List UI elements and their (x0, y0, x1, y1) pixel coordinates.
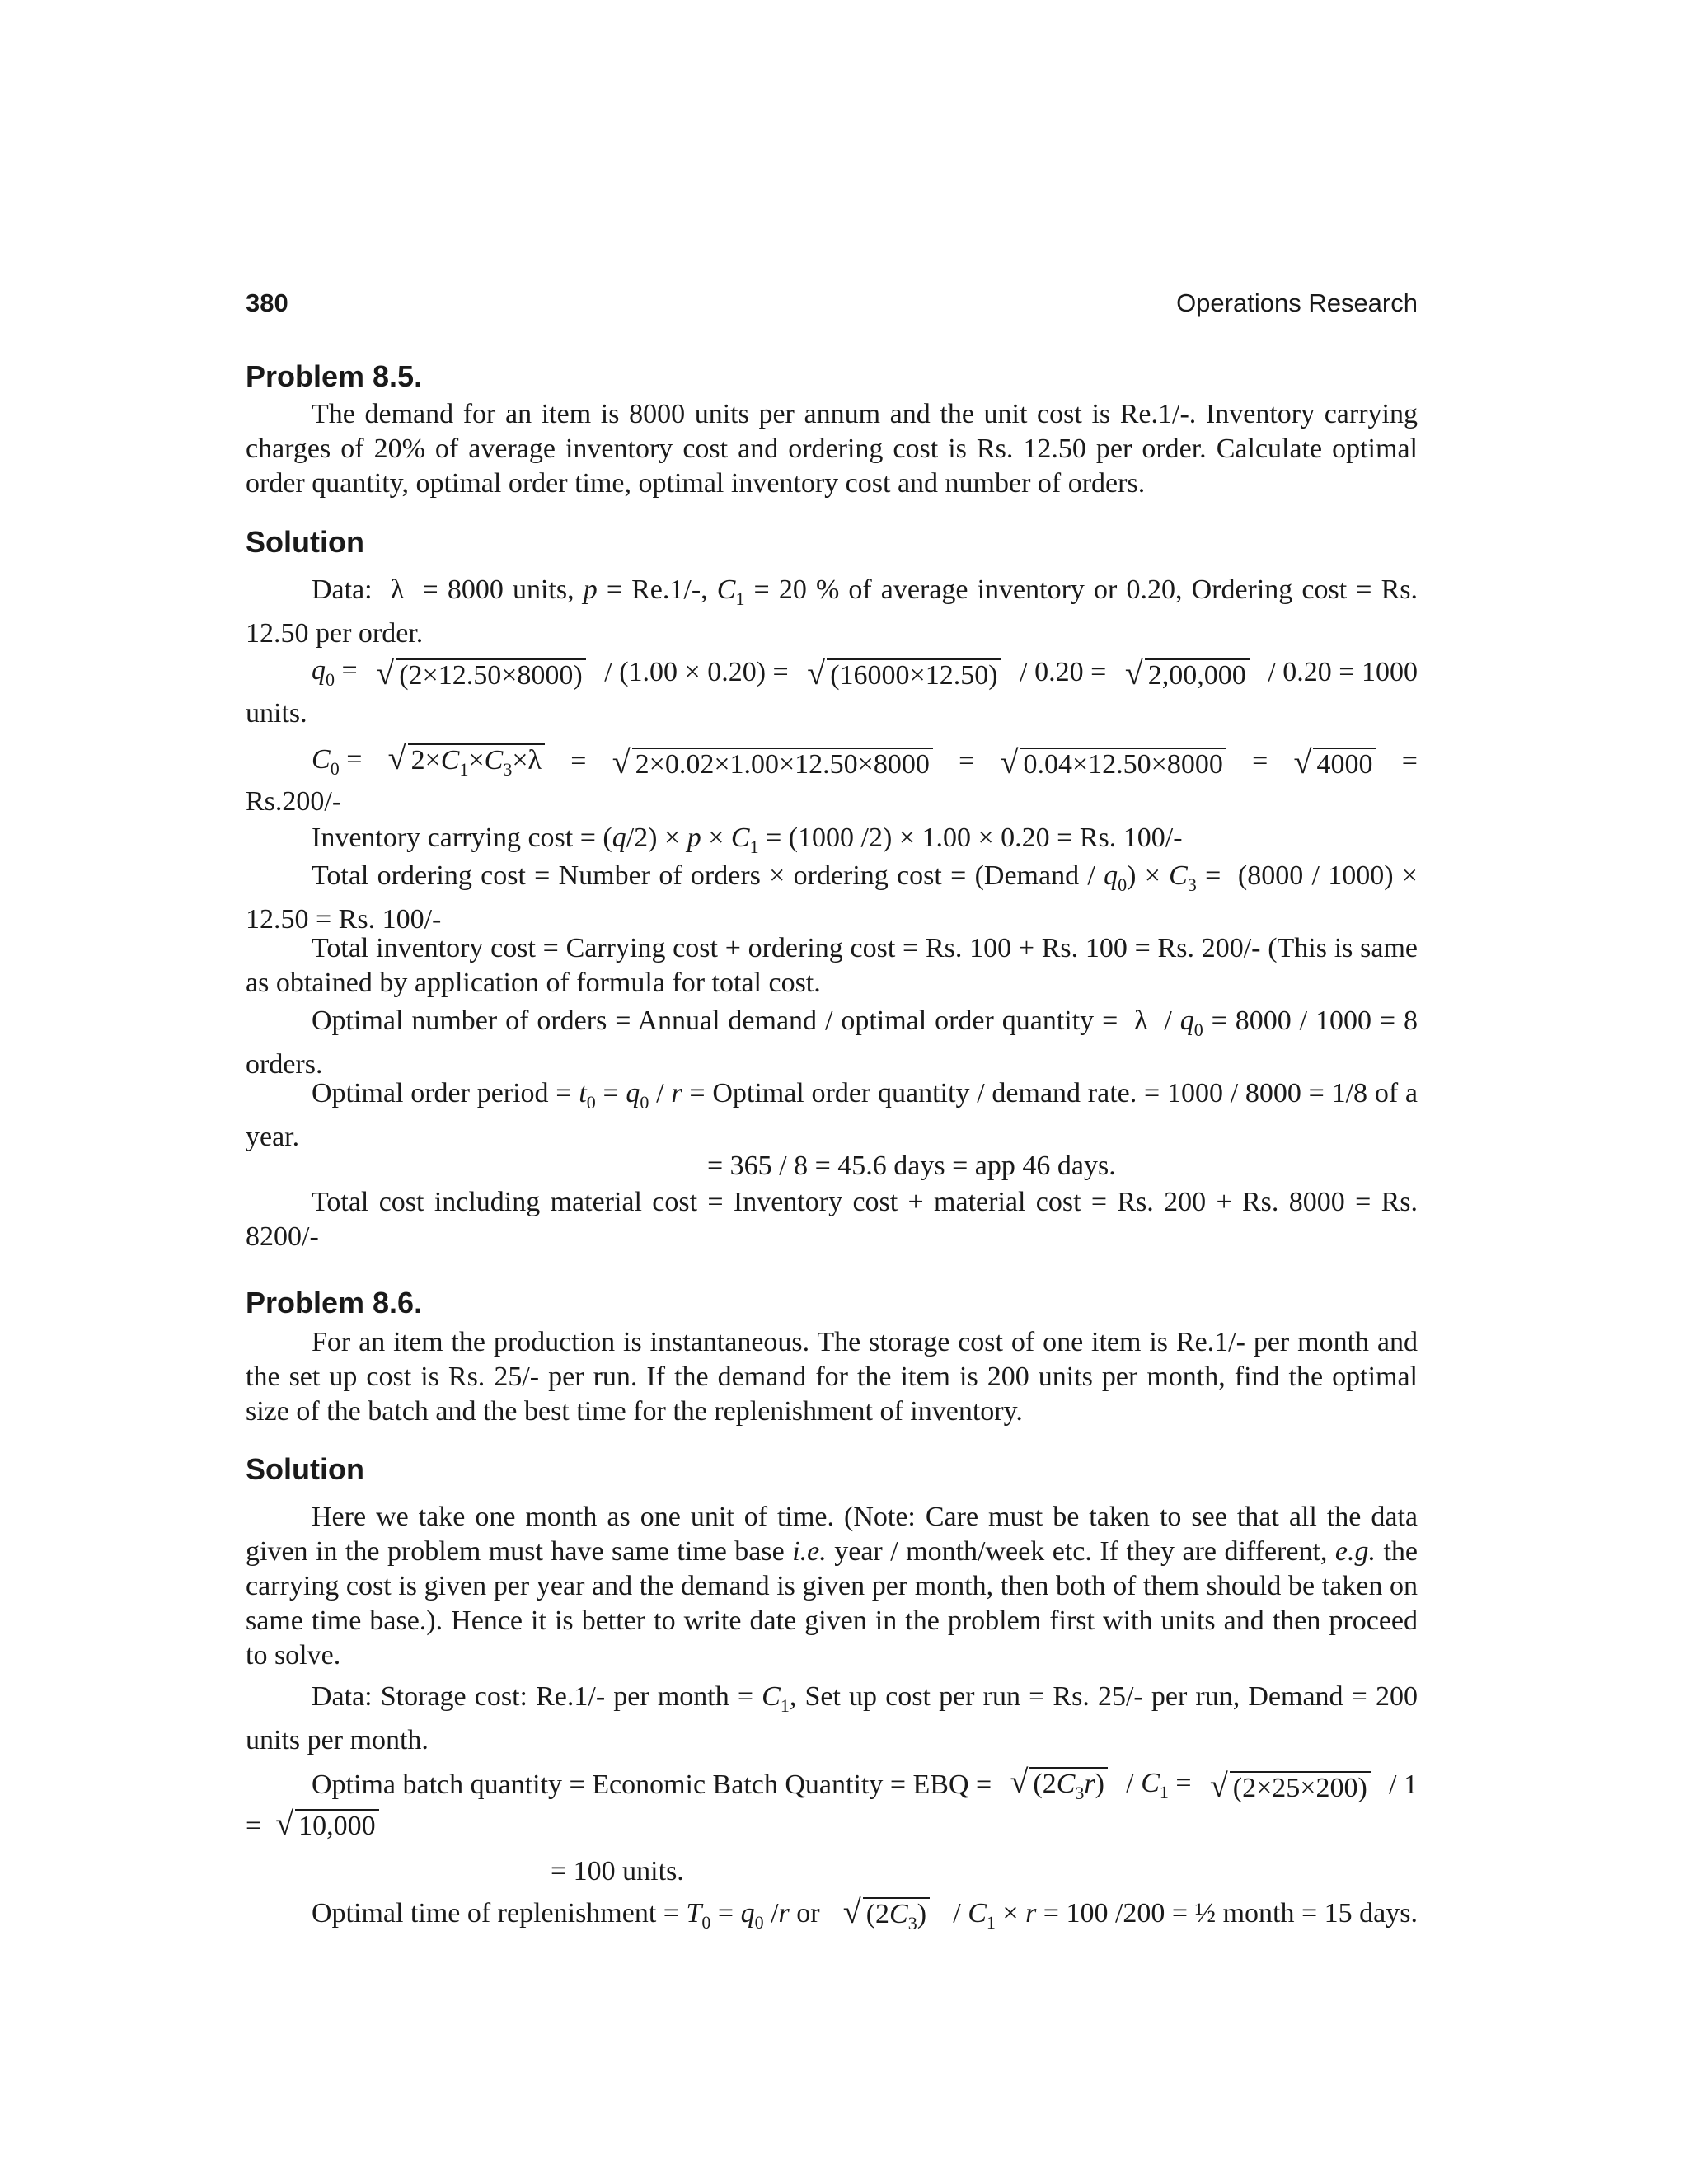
order-period-line: Optimal order period = $t_0 = q_0 / r$ = Optimal order quantity / demand rate. = 1000 / 8000 = 1/8 of a year. (246, 1078, 1418, 1152)
carrying-cost-line: Inventory carrying $\cos t = (q/2) \times p \times C_1 = (1000$ /2) × 1.00 × 0.20 = Rs. 100/- (312, 823, 1183, 857)
q0-continuation: units. (246, 698, 307, 729)
data-line: Data: λ = 8000 units, p = Re.1/-, $C_1 = 20$ % of average inventory or 0.20, Ordering cost = Rs. 12.50 per order. (246, 574, 1418, 649)
replenishment-equation: Optimal time of replenishment = $T_0 = q_0$ /r or √ $(2C_3)$ / $C_1 \times r = 100$ /200 = ½ month = 15 days. (312, 1894, 1418, 1937)
ordering-cost-line: Total ordering cost = Number of orders × ordering cost = (Demand / $q_0) \times C_3 = (8000 / 1000) \times 12.50 = Rs$. 100/- (246, 860, 1418, 935)
problem-statement: For an item the production is instantaneous. The storage cost of one item is Re.1/- per month and the set up cost is Rs. 25/- per run. If the demand for the item is 200 units per month, find the optimal size of the batch and the best time for the replenishment of inventory. (246, 1327, 1418, 1427)
ebq-result: = 100 units. (551, 1856, 684, 1886)
total-inventory-cost-line: Total inventory cost = Carrying cost + ordering cost = Rs. 100 + Rs. 100 = Rs. 200/- (This is same as obtained by application of formula for total cost. (246, 933, 1418, 998)
time-base-note: Here we take one month as one unit of time. (Note: Care must be taken to see that all the data given in the problem must have same time base i.e. year / month/week etc. If they are different, e.g. the carrying cost is given per year and the demand is given per month, then both of them should be taken on same time base.). Hence it is better to write date given in the problem first with units and then proceed to solve. (246, 1502, 1418, 1671)
problem-statement: The demand for an item is 8000 units per annum and the unit cost is Re.1/-. Inventory carrying charges of 20% of average inventory cost and ordering cost is Rs. 12.50 per order. Calculate optimal order quantity, optimal order time, optimal inventory cost and number of orders. (246, 399, 1418, 499)
q0-equation: $q_0$ = √ (2×12.50×8000) / (1.00 × 0.20) = √ (16000×12.50) / 0.20 = √ 2,00,000 / 0.20 = 1000 (312, 654, 1418, 691)
c0-continuation: Rs.200/- (246, 786, 342, 817)
solution-heading: Solution (246, 525, 364, 559)
c0-equation: $C_0$ = √ $2\times C_1\times C_3\times\lambda$ = √ 2×0.02×1.00×12.50×8000 = √ 0.04×12.50×8000 = √ 4000 = (312, 740, 1418, 783)
problem-heading: Problem 8.6. (246, 1286, 423, 1319)
order-period-days: = 365 / 8 = 45.6 days = app 46 days. (707, 1151, 1116, 1181)
problem-heading: Problem 8.5. (246, 359, 423, 393)
number-of-orders-line: Optimal number of orders = Annual demand / optimal order quantity = $\lambda / q_0 = 8000 / 1000 = 8$ orders. (246, 1005, 1418, 1080)
data-line: Data: Storage cost: Re.1/- per month = $C_1$, Set up cost per run = Rs. 25/- per run, Demand = 200 units per month. (246, 1681, 1418, 1755)
ebq-continuation: = √ 10,000 (246, 1807, 379, 1844)
page-number: 380 (246, 288, 288, 317)
total-cost-line: Total cost including material cost = Inventory cost + material cost = Rs. 200 + Rs. 8000 = Rs. 8200/- (246, 1187, 1418, 1252)
running-header-title: Operations Research (1176, 288, 1418, 317)
solution-heading: Solution (246, 1452, 364, 1486)
ebq-equation: Optima batch quantity = Economic Batch Quantity = EBQ = √ $(2C_3r)$ / $C_1$ = √ (2×25×200) / 1 (312, 1764, 1418, 1807)
